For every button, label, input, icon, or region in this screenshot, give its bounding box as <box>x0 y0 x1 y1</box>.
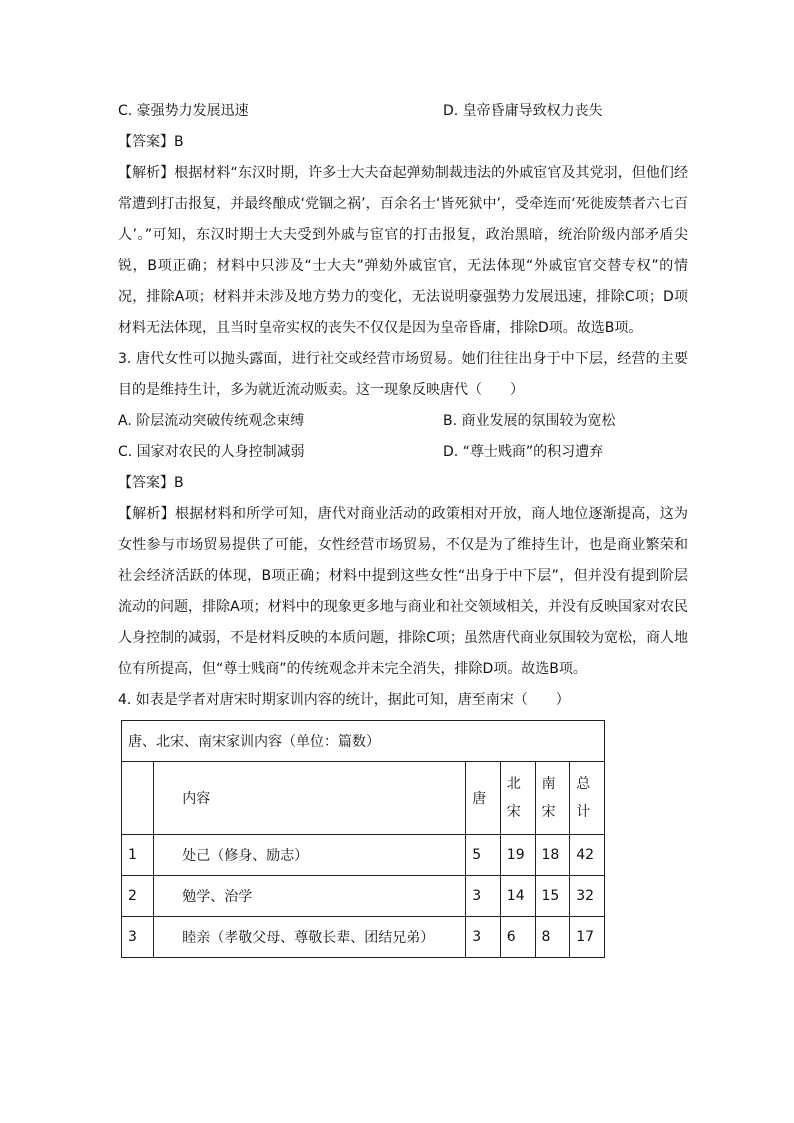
q2-option-d: D. 皇帝昏庸导致权力丧失 <box>443 103 603 119</box>
row-content: 勉学、治学 <box>154 876 466 917</box>
row-index: 2 <box>122 876 154 917</box>
row-bei-song: 14 <box>500 876 535 917</box>
q3-option-d: D. “尊士贱商”的积习遭弃 <box>443 444 604 460</box>
header-index-cell <box>122 762 154 835</box>
q3-option-c: C. 国家对农民的人身控制减弱 <box>118 444 305 460</box>
q4-stem: 4. 如表是学者对唐宋时期家训内容的统计，据此可知，唐至南宋（ ） <box>118 692 570 708</box>
q3-options-row-2 <box>118 437 688 468</box>
row-nan-song: 8 <box>535 917 570 958</box>
row-index: 3 <box>122 917 154 958</box>
row-nan-song: 18 <box>535 835 570 876</box>
row-tang: 3 <box>466 917 500 958</box>
row-bei-song: 19 <box>500 835 535 876</box>
row-index: 1 <box>122 835 154 876</box>
q2-answer: 【答案】B <box>118 134 184 150</box>
table-caption: 唐、北宋、南宋家训内容（单位：篇数） <box>122 721 605 762</box>
row-nan-song: 15 <box>535 876 570 917</box>
header-total: 总计 <box>570 762 605 835</box>
row-content: 睦亲（孝敬父母、尊敬长辈、团结兄弟） <box>154 917 466 958</box>
header-tang: 唐 <box>466 762 500 835</box>
row-tang: 3 <box>466 876 500 917</box>
q3-options-row-1 <box>118 406 688 437</box>
table-header-row <box>122 762 605 835</box>
q2-analysis: 【解析】根据材料“东汉时期，许多士大夫奋起弹劾制裁违法的外戚宦官及其党羽，但他们经常遭到打击报复，并最终酿成‘党锢之祸’，百余名士‘皆死狱中’，受牵连而‘死徙废禁者六七百人’。”可知，东汉时期士大夫受到外戚与宦官的打击报复，政治黑暗，统治阶级内部矛盾尖锐，B项正确；材料中只涉及“士大夫”弹劾外戚宦官，无法体现“外戚宦官交替专权”的情况，排除A项；材料并未涉及地方势力的变化，无法说明豪强势力发展迅速，排除C项；D项材料无法体现，且当时皇帝实权的丧失不仅仅是因为皇帝昏庸，排除D项。故选B项。 <box>118 165 688 336</box>
q3-answer: 【答案】B <box>118 475 184 491</box>
row-total: 17 <box>570 917 605 958</box>
table-row <box>122 835 605 876</box>
row-tang: 5 <box>466 835 500 876</box>
table-row <box>122 917 605 958</box>
family-instruction-table <box>121 720 605 958</box>
header-bei-song: 北宋 <box>500 762 535 835</box>
document-page <box>118 96 688 958</box>
header-nan-song: 南宋 <box>535 762 570 835</box>
row-content: 处己（修身、励志） <box>154 835 466 876</box>
q3-option-a: A. 阶层流动突破传统观念束缚 <box>118 413 305 429</box>
header-content: 内容 <box>154 762 466 835</box>
q2-option-c: C. 豪强势力发展迅速 <box>118 103 249 119</box>
row-total: 32 <box>570 876 605 917</box>
table-row <box>122 876 605 917</box>
row-total: 42 <box>570 835 605 876</box>
q3-stem: 3. 唐代女性可以抛头露面，进行社交或经营市场贸易。她们往往出身于中下层，经营的主要目的是维持生计，多为就近流动贩卖。这一现象反映唐代（ ） <box>118 351 688 398</box>
row-bei-song: 6 <box>500 917 535 958</box>
q3-option-b: B. 商业发展的氛围较为宽松 <box>443 413 616 429</box>
q2-options-row <box>118 96 688 127</box>
q3-analysis: 【解析】根据材料和所学可知，唐代对商业活动的政策相对开放，商人地位逐渐提高，这为女性参与市场贸易提供了可能，女性经营市场贸易，不仅是为了维持生计，也是商业繁荣和社会经济活跃的体现，B项正确；材料中提到这些女性“出身于中下层”，但并没有提到阶层流动的问题，排除A项；材料中的现象更多地与商业和社交领域相关，并没有反映国家对农民人身控制的减弱，不是材料反映的本质问题，排除C项；虽然唐代商业氛围较为宽松，商人地位有所提高，但“尊士贱商”的传统观念并未完全消失，排除D项。故选B项。 <box>118 506 688 677</box>
